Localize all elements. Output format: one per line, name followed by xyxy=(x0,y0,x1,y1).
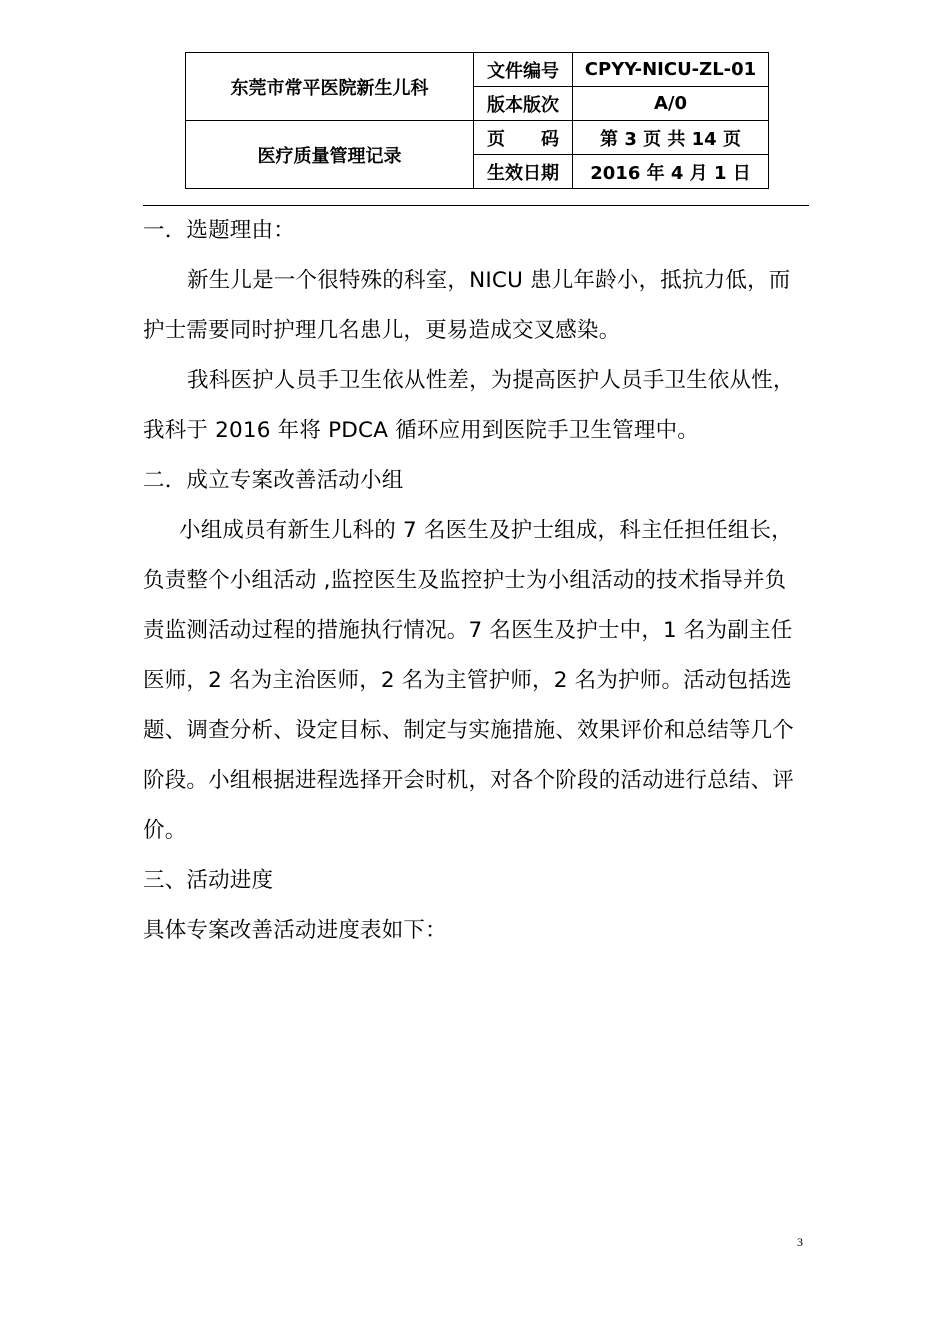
section-1-paragraph-2-line-2: 我科于 2016 年将 PDCA 循环应用到医院手卫生管理中。 xyxy=(143,418,699,443)
effective-date-value: 2016 年 4 月 1 日 xyxy=(573,155,769,189)
page-code-label-part-2: 码 xyxy=(541,128,559,150)
section-1-heading: 一．选题理由： xyxy=(143,218,295,243)
section-3-heading: 三、活动进度 xyxy=(143,868,274,893)
section-1-paragraph-1-line-2: 护士需要同时护理几名患儿，更易造成交叉感染。 xyxy=(143,318,621,343)
page-code-value: 第 3 页 共 14 页 xyxy=(573,121,769,155)
doc-number-value: CPYY-NICU-ZL-01 xyxy=(573,53,769,87)
doc-number-label: 文件编号 xyxy=(474,53,573,87)
section-2-paragraph-line-5: 题、调查分析、设定目标、制定与实施措施、效果评价和总结等几个 xyxy=(143,718,795,743)
section-2-paragraph-line-3: 责监测活动过程的措施执行情况。7 名医生及护士中，1 名为副主任 xyxy=(143,618,793,643)
header-row-doc-number xyxy=(186,53,769,87)
section-2-paragraph-line-1: 小组成员有新生儿科的 7 名医生及护士组成，科主任担任组长， xyxy=(179,518,793,543)
section-2-paragraph-line-2: 负责整个小组活动 ,监控医生及监控护士为小组活动的技术指导并负 xyxy=(143,568,787,593)
record-title: 医疗质量管理记录 xyxy=(186,121,474,189)
version-label: 版本版次 xyxy=(474,87,573,121)
section-2-paragraph-line-7: 价。 xyxy=(143,818,187,843)
section-1-paragraph-2-line-1: 我科医护人员手卫生依从性差，为提高医护人员手卫生依从性， xyxy=(187,368,795,393)
document-header-table xyxy=(185,52,769,189)
page-code-label xyxy=(474,121,573,155)
document-body xyxy=(143,206,823,956)
section-2-heading: 二．成立专案改善活动小组 xyxy=(143,468,404,493)
effective-date-label: 生效日期 xyxy=(474,155,573,189)
section-2-paragraph-line-4: 医师，2 名为主治医师，2 名为主管护师，2 名为护师。活动包括选 xyxy=(143,668,792,693)
page-code-label-part-1: 页 xyxy=(487,128,505,150)
section-2-paragraph-line-6: 阶段。小组根据进程选择开会时机，对各个阶段的活动进行总结、评 xyxy=(143,768,795,793)
page-number: 3 xyxy=(797,1235,803,1249)
organization-name: 东莞市常平医院新生儿科 xyxy=(186,53,474,121)
section-3-paragraph-line-1: 具体专案改善活动进度表如下： xyxy=(143,918,447,943)
header-row-page-code xyxy=(186,121,769,155)
version-value: A/0 xyxy=(573,87,769,121)
section-1-paragraph-1-line-1: 新生儿是一个很特殊的科室，NICU 患儿年龄小，抵抗力低，而 xyxy=(187,268,791,293)
